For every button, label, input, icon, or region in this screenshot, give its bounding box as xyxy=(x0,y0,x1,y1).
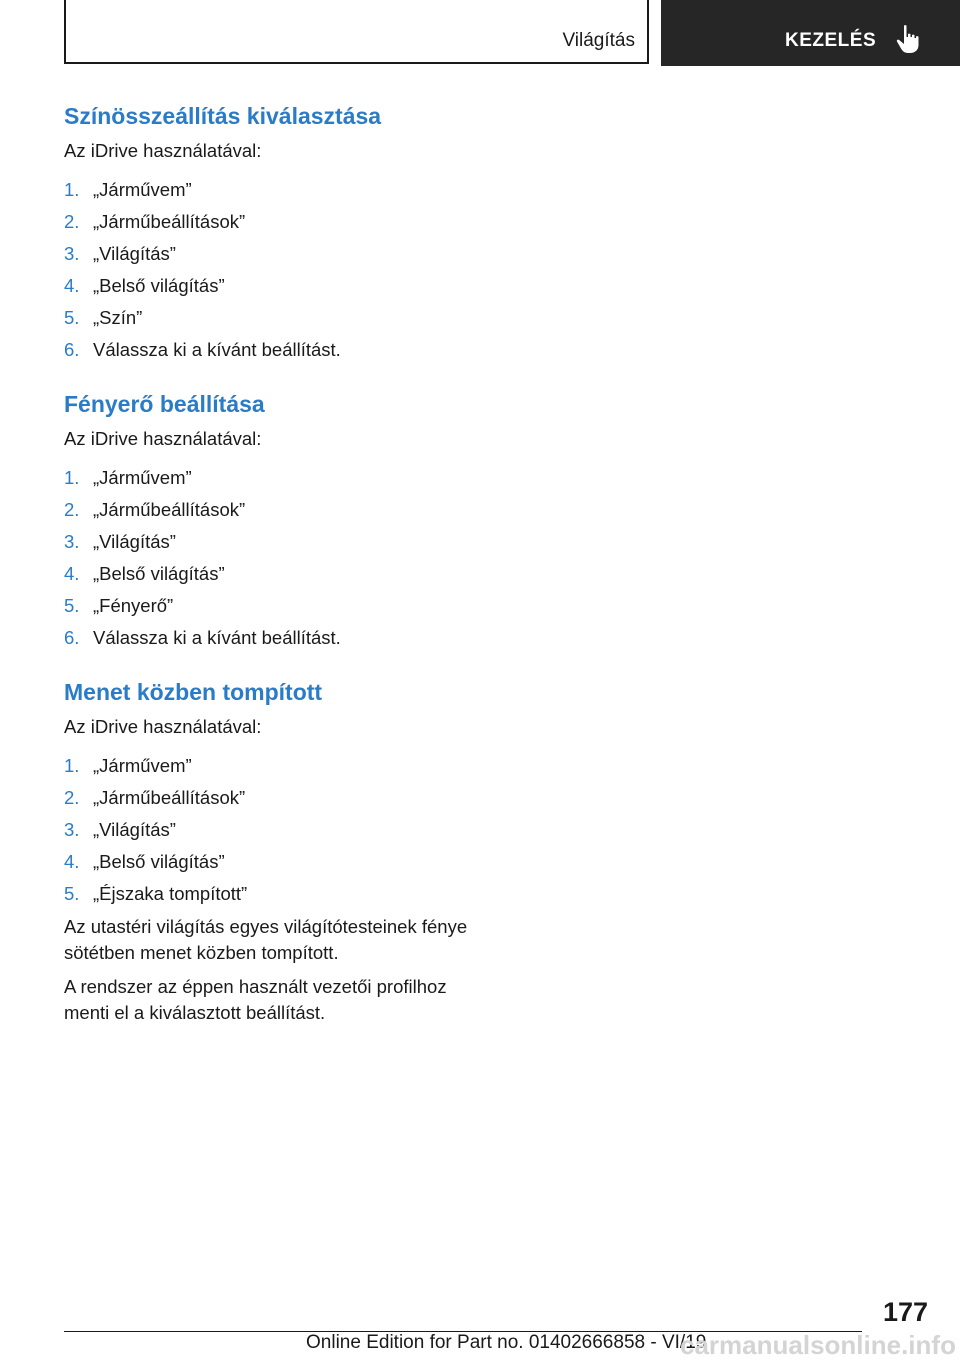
step-number: 5. xyxy=(64,883,80,904)
step-text: „Éjszaka tompított” xyxy=(93,883,248,904)
step-number: 6. xyxy=(64,339,80,360)
step-text: „Fényerő” xyxy=(93,595,174,616)
step-text: „Belső világítás” xyxy=(93,275,225,296)
step-number: 3. xyxy=(64,531,80,552)
step-text: „Belső világítás” xyxy=(93,563,225,584)
header-chapter-box xyxy=(64,0,649,64)
step-list xyxy=(64,462,494,654)
list-item xyxy=(64,462,494,494)
list-item xyxy=(64,750,494,782)
list-item xyxy=(64,590,494,622)
step-text: „Járművem” xyxy=(93,755,192,776)
step-text: „Világítás” xyxy=(93,243,176,264)
step-number: 2. xyxy=(64,787,80,808)
section-intro: Az iDrive használatával: xyxy=(64,716,262,737)
step-list xyxy=(64,750,494,910)
list-item xyxy=(64,302,494,334)
step-number: 3. xyxy=(64,819,80,840)
step-number: 5. xyxy=(64,307,80,328)
step-text: Válassza ki a kívánt beállítást. xyxy=(93,339,341,360)
list-item xyxy=(64,782,494,814)
step-number: 5. xyxy=(64,595,80,616)
list-item xyxy=(64,174,494,206)
section-brightness xyxy=(64,388,494,654)
step-text: „Járműbeállítások” xyxy=(93,787,246,808)
step-text: „Világítás” xyxy=(93,819,176,840)
list-item xyxy=(64,206,494,238)
section-dimmed-while-driving xyxy=(64,676,494,1026)
list-item xyxy=(64,526,494,558)
step-text: „Belső világítás” xyxy=(93,851,225,872)
step-text: „Járművem” xyxy=(93,467,192,488)
step-list xyxy=(64,174,494,366)
section-color-scheme xyxy=(64,100,494,366)
step-text: „Járműbeállítások” xyxy=(93,499,246,520)
list-item xyxy=(64,814,494,846)
step-text: „Járműbeállítások” xyxy=(93,211,246,232)
list-item xyxy=(64,494,494,526)
section-heading: Menet közben tompított xyxy=(64,679,323,705)
step-number: 4. xyxy=(64,275,80,296)
page-number: 177 xyxy=(882,1297,928,1327)
watermark: carmanualsonline.info xyxy=(680,1330,956,1360)
step-text: „Szín” xyxy=(93,307,143,328)
section-label: KEZELÉS xyxy=(785,30,877,51)
step-text: „Világítás” xyxy=(93,531,176,552)
list-item xyxy=(64,334,494,366)
body-paragraph: A rendszer az éppen használt vezetői profilhoz menti el a kiválasztott beállítást. xyxy=(64,976,447,1023)
list-item xyxy=(64,622,494,654)
section-heading: Fényerő beállítása xyxy=(64,391,265,417)
step-number: 4. xyxy=(64,851,80,872)
section-intro: Az iDrive használatával: xyxy=(64,428,262,449)
page-content xyxy=(64,100,494,1048)
step-number: 6. xyxy=(64,627,80,648)
step-number: 2. xyxy=(64,211,80,232)
hand-pointer-icon xyxy=(895,24,921,54)
header-section-tab xyxy=(661,0,960,66)
body-paragraph: Az utastéri világítás egyes világítótesteinek fénye sötétben menet közben tompított. xyxy=(64,916,468,963)
list-item xyxy=(64,270,494,302)
edition-footer: Online Edition for Part no. 01402666858 - VI/19 xyxy=(306,1332,707,1353)
step-number: 1. xyxy=(64,467,80,488)
step-number: 1. xyxy=(64,179,80,200)
chapter-title: Világítás xyxy=(562,30,635,51)
step-number: 2. xyxy=(64,499,80,520)
step-number: 3. xyxy=(64,243,80,264)
list-item xyxy=(64,846,494,878)
list-item xyxy=(64,238,494,270)
step-text: „Járművem” xyxy=(93,179,192,200)
list-item xyxy=(64,878,494,910)
section-intro: Az iDrive használatával: xyxy=(64,140,262,161)
list-item xyxy=(64,558,494,590)
section-heading: Színösszeállítás kiválasztása xyxy=(64,103,382,129)
step-number: 1. xyxy=(64,755,80,776)
step-text: Válassza ki a kívánt beállítást. xyxy=(93,627,341,648)
step-number: 4. xyxy=(64,563,80,584)
